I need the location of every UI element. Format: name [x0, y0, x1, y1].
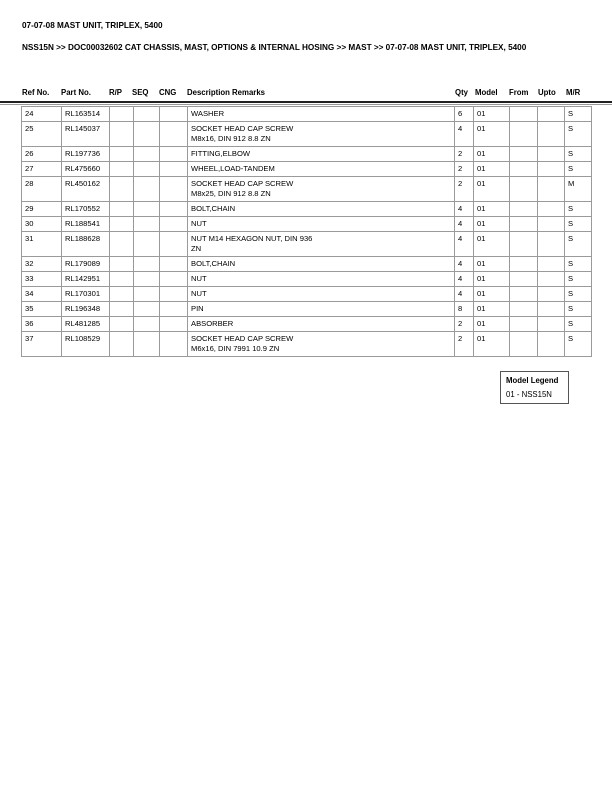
from-cell	[510, 122, 538, 147]
upto-cell	[538, 232, 565, 257]
mr-cell: S	[565, 147, 592, 162]
cng-cell	[160, 202, 188, 217]
rp-cell	[110, 317, 134, 332]
rp-cell	[110, 122, 134, 147]
table-row	[22, 317, 592, 332]
cng-cell	[160, 302, 188, 317]
part-number-cell: RL197736	[62, 147, 110, 162]
model-cell: 01	[474, 177, 510, 202]
seq-cell	[134, 217, 160, 232]
model-cell: 01	[474, 202, 510, 217]
table-row	[22, 122, 592, 147]
description-line: FITTING,ELBOW	[191, 149, 251, 158]
model-cell: 01	[474, 272, 510, 287]
from-cell	[510, 177, 538, 202]
description-cell	[188, 302, 455, 317]
mr-cell: S	[565, 162, 592, 177]
model-cell: 01	[474, 162, 510, 177]
description-line: SOCKET HEAD CAP SCREW	[191, 179, 294, 188]
cng-cell	[160, 122, 188, 147]
col-mr: M/R	[566, 88, 581, 97]
rp-cell	[110, 147, 134, 162]
col-seq: SEQ	[132, 88, 149, 97]
part-number-cell: RL170552	[62, 202, 110, 217]
qty-cell: 2	[455, 317, 474, 332]
col-rp: R/P	[109, 88, 122, 97]
rp-cell	[110, 272, 134, 287]
description-cell	[188, 257, 455, 272]
seq-cell	[134, 107, 160, 122]
description-cell	[188, 122, 455, 147]
seq-cell	[134, 302, 160, 317]
ref-cell: 31	[22, 232, 62, 257]
qty-cell: 8	[455, 302, 474, 317]
col-from: From	[509, 88, 529, 97]
seq-cell	[134, 202, 160, 217]
description-cell	[188, 317, 455, 332]
col-ref: Ref No.	[22, 88, 50, 97]
cng-cell	[160, 317, 188, 332]
upto-cell	[538, 147, 565, 162]
mr-cell: S	[565, 272, 592, 287]
ref-cell: 25	[22, 122, 62, 147]
col-qty: Qty	[455, 88, 468, 97]
rp-cell	[110, 202, 134, 217]
mr-cell: S	[565, 257, 592, 272]
seq-cell	[134, 122, 160, 147]
table-row	[22, 257, 592, 272]
from-cell	[510, 162, 538, 177]
description-cell	[188, 107, 455, 122]
qty-cell: 2	[455, 332, 474, 357]
rp-cell	[110, 162, 134, 177]
legend-title: Model Legend	[506, 376, 559, 385]
rp-cell	[110, 302, 134, 317]
table-row	[22, 177, 592, 202]
part-number-cell: RL108529	[62, 332, 110, 357]
seq-cell	[134, 272, 160, 287]
table-row	[22, 272, 592, 287]
mr-cell: S	[565, 232, 592, 257]
part-number-cell: RL163514	[62, 107, 110, 122]
qty-cell: 6	[455, 107, 474, 122]
from-cell	[510, 302, 538, 317]
ref-cell: 30	[22, 217, 62, 232]
model-cell: 01	[474, 147, 510, 162]
seq-cell	[134, 147, 160, 162]
from-cell	[510, 272, 538, 287]
part-number-cell: RL475660	[62, 162, 110, 177]
cng-cell	[160, 232, 188, 257]
breadcrumb: NSS15N >> DOC00032602 CAT CHASSIS, MAST, OPTIONS & INTERNAL HOSING >> MAST >> 07-07-08 MAST UNIT, TRIPLEX, 5400	[22, 43, 527, 52]
mr-cell: S	[565, 332, 592, 357]
remarks-line: M6x16, DIN 7991 10.9 ZN	[191, 344, 280, 353]
description-line: NUT	[191, 289, 207, 298]
qty-cell: 4	[455, 272, 474, 287]
mr-cell: S	[565, 217, 592, 232]
rp-cell	[110, 287, 134, 302]
description-line: BOLT,CHAIN	[191, 204, 236, 213]
seq-cell	[134, 317, 160, 332]
description-line: NUT	[191, 219, 207, 228]
cng-cell	[160, 287, 188, 302]
cng-cell	[160, 332, 188, 357]
part-number-cell: RL170301	[62, 287, 110, 302]
model-cell: 01	[474, 107, 510, 122]
upto-cell	[538, 257, 565, 272]
page-title: 07-07-08 MAST UNIT, TRIPLEX, 5400	[22, 21, 163, 30]
ref-cell: 35	[22, 302, 62, 317]
from-cell	[510, 287, 538, 302]
model-legend	[500, 371, 569, 404]
qty-cell: 4	[455, 202, 474, 217]
description-line: NUT M14 HEXAGON NUT, DIN 936	[191, 234, 313, 243]
upto-cell	[538, 332, 565, 357]
model-cell: 01	[474, 122, 510, 147]
model-cell: 01	[474, 232, 510, 257]
mr-cell: S	[565, 317, 592, 332]
cng-cell	[160, 257, 188, 272]
description-cell	[188, 232, 455, 257]
from-cell	[510, 107, 538, 122]
remarks-line: ZN	[191, 244, 202, 253]
description-line: ABSORBER	[191, 319, 234, 328]
from-cell	[510, 147, 538, 162]
header-rule-thin	[0, 104, 612, 105]
description-line: WHEEL,LOAD-TANDEM	[191, 164, 275, 173]
from-cell	[510, 232, 538, 257]
qty-cell: 4	[455, 257, 474, 272]
rp-cell	[110, 107, 134, 122]
table-row	[22, 232, 592, 257]
table-row	[22, 332, 592, 357]
seq-cell	[134, 257, 160, 272]
col-cng: CNG	[159, 88, 177, 97]
description-line: NUT	[191, 274, 207, 283]
model-cell: 01	[474, 217, 510, 232]
model-cell: 01	[474, 287, 510, 302]
upto-cell	[538, 287, 565, 302]
from-cell	[510, 332, 538, 357]
description-cell	[188, 332, 455, 357]
seq-cell	[134, 162, 160, 177]
from-cell	[510, 217, 538, 232]
seq-cell	[134, 232, 160, 257]
qty-cell: 4	[455, 232, 474, 257]
rp-cell	[110, 257, 134, 272]
ref-cell: 36	[22, 317, 62, 332]
table-header	[0, 88, 612, 98]
col-upto: Upto	[538, 88, 556, 97]
part-number-cell: RL450162	[62, 177, 110, 202]
from-cell	[510, 317, 538, 332]
cng-cell	[160, 147, 188, 162]
cng-cell	[160, 107, 188, 122]
table-row	[22, 107, 592, 122]
qty-cell: 4	[455, 122, 474, 147]
col-model: Model	[475, 88, 498, 97]
upto-cell	[538, 107, 565, 122]
rp-cell	[110, 232, 134, 257]
col-desc: Description Remarks	[187, 88, 265, 97]
part-number-cell: RL188541	[62, 217, 110, 232]
upto-cell	[538, 302, 565, 317]
part-number-cell: RL196348	[62, 302, 110, 317]
mr-cell: S	[565, 287, 592, 302]
table-row	[22, 202, 592, 217]
description-line: SOCKET HEAD CAP SCREW	[191, 124, 294, 133]
ref-cell: 34	[22, 287, 62, 302]
table-row	[22, 162, 592, 177]
seq-cell	[134, 177, 160, 202]
rp-cell	[110, 332, 134, 357]
upto-cell	[538, 272, 565, 287]
cng-cell	[160, 162, 188, 177]
cng-cell	[160, 217, 188, 232]
description-cell	[188, 287, 455, 302]
rp-cell	[110, 217, 134, 232]
ref-cell: 26	[22, 147, 62, 162]
ref-cell: 32	[22, 257, 62, 272]
table-row	[22, 302, 592, 317]
mr-cell: S	[565, 107, 592, 122]
model-cell: 01	[474, 317, 510, 332]
col-part: Part No.	[61, 88, 91, 97]
table-row	[22, 287, 592, 302]
description-cell	[188, 147, 455, 162]
description-line: PIN	[191, 304, 204, 313]
legend-entry: 01 - NSS15N	[506, 390, 552, 399]
mr-cell: S	[565, 302, 592, 317]
qty-cell: 2	[455, 177, 474, 202]
rp-cell	[110, 177, 134, 202]
qty-cell: 2	[455, 147, 474, 162]
table-row	[22, 217, 592, 232]
seq-cell	[134, 332, 160, 357]
ref-cell: 28	[22, 177, 62, 202]
ref-cell: 29	[22, 202, 62, 217]
qty-cell: 4	[455, 287, 474, 302]
cng-cell	[160, 272, 188, 287]
part-number-cell: RL142951	[62, 272, 110, 287]
description-cell	[188, 177, 455, 202]
upto-cell	[538, 177, 565, 202]
model-cell: 01	[474, 257, 510, 272]
part-number-cell: RL188628	[62, 232, 110, 257]
ref-cell: 37	[22, 332, 62, 357]
remarks-line: M8x25, DIN 912 8.8 ZN	[191, 189, 271, 198]
from-cell	[510, 257, 538, 272]
description-cell	[188, 272, 455, 287]
mr-cell: M	[565, 177, 592, 202]
remarks-line: M8x16, DIN 912 8.8 ZN	[191, 134, 271, 143]
upto-cell	[538, 162, 565, 177]
qty-cell: 2	[455, 162, 474, 177]
ref-cell: 24	[22, 107, 62, 122]
ref-cell: 33	[22, 272, 62, 287]
table-row	[22, 147, 592, 162]
description-cell	[188, 202, 455, 217]
model-cell: 01	[474, 332, 510, 357]
ref-cell: 27	[22, 162, 62, 177]
from-cell	[510, 202, 538, 217]
parts-table	[21, 106, 592, 357]
qty-cell: 4	[455, 217, 474, 232]
mr-cell: S	[565, 122, 592, 147]
description-cell	[188, 162, 455, 177]
upto-cell	[538, 122, 565, 147]
mr-cell: S	[565, 202, 592, 217]
cng-cell	[160, 177, 188, 202]
part-number-cell: RL481285	[62, 317, 110, 332]
upto-cell	[538, 217, 565, 232]
part-number-cell: RL179089	[62, 257, 110, 272]
model-cell: 01	[474, 302, 510, 317]
description-line: WASHER	[191, 109, 225, 118]
description-cell	[188, 217, 455, 232]
upto-cell	[538, 202, 565, 217]
part-number-cell: RL145037	[62, 122, 110, 147]
seq-cell	[134, 287, 160, 302]
upto-cell	[538, 317, 565, 332]
description-line: BOLT,CHAIN	[191, 259, 236, 268]
header-rule	[0, 101, 612, 103]
description-line: SOCKET HEAD CAP SCREW	[191, 334, 294, 343]
